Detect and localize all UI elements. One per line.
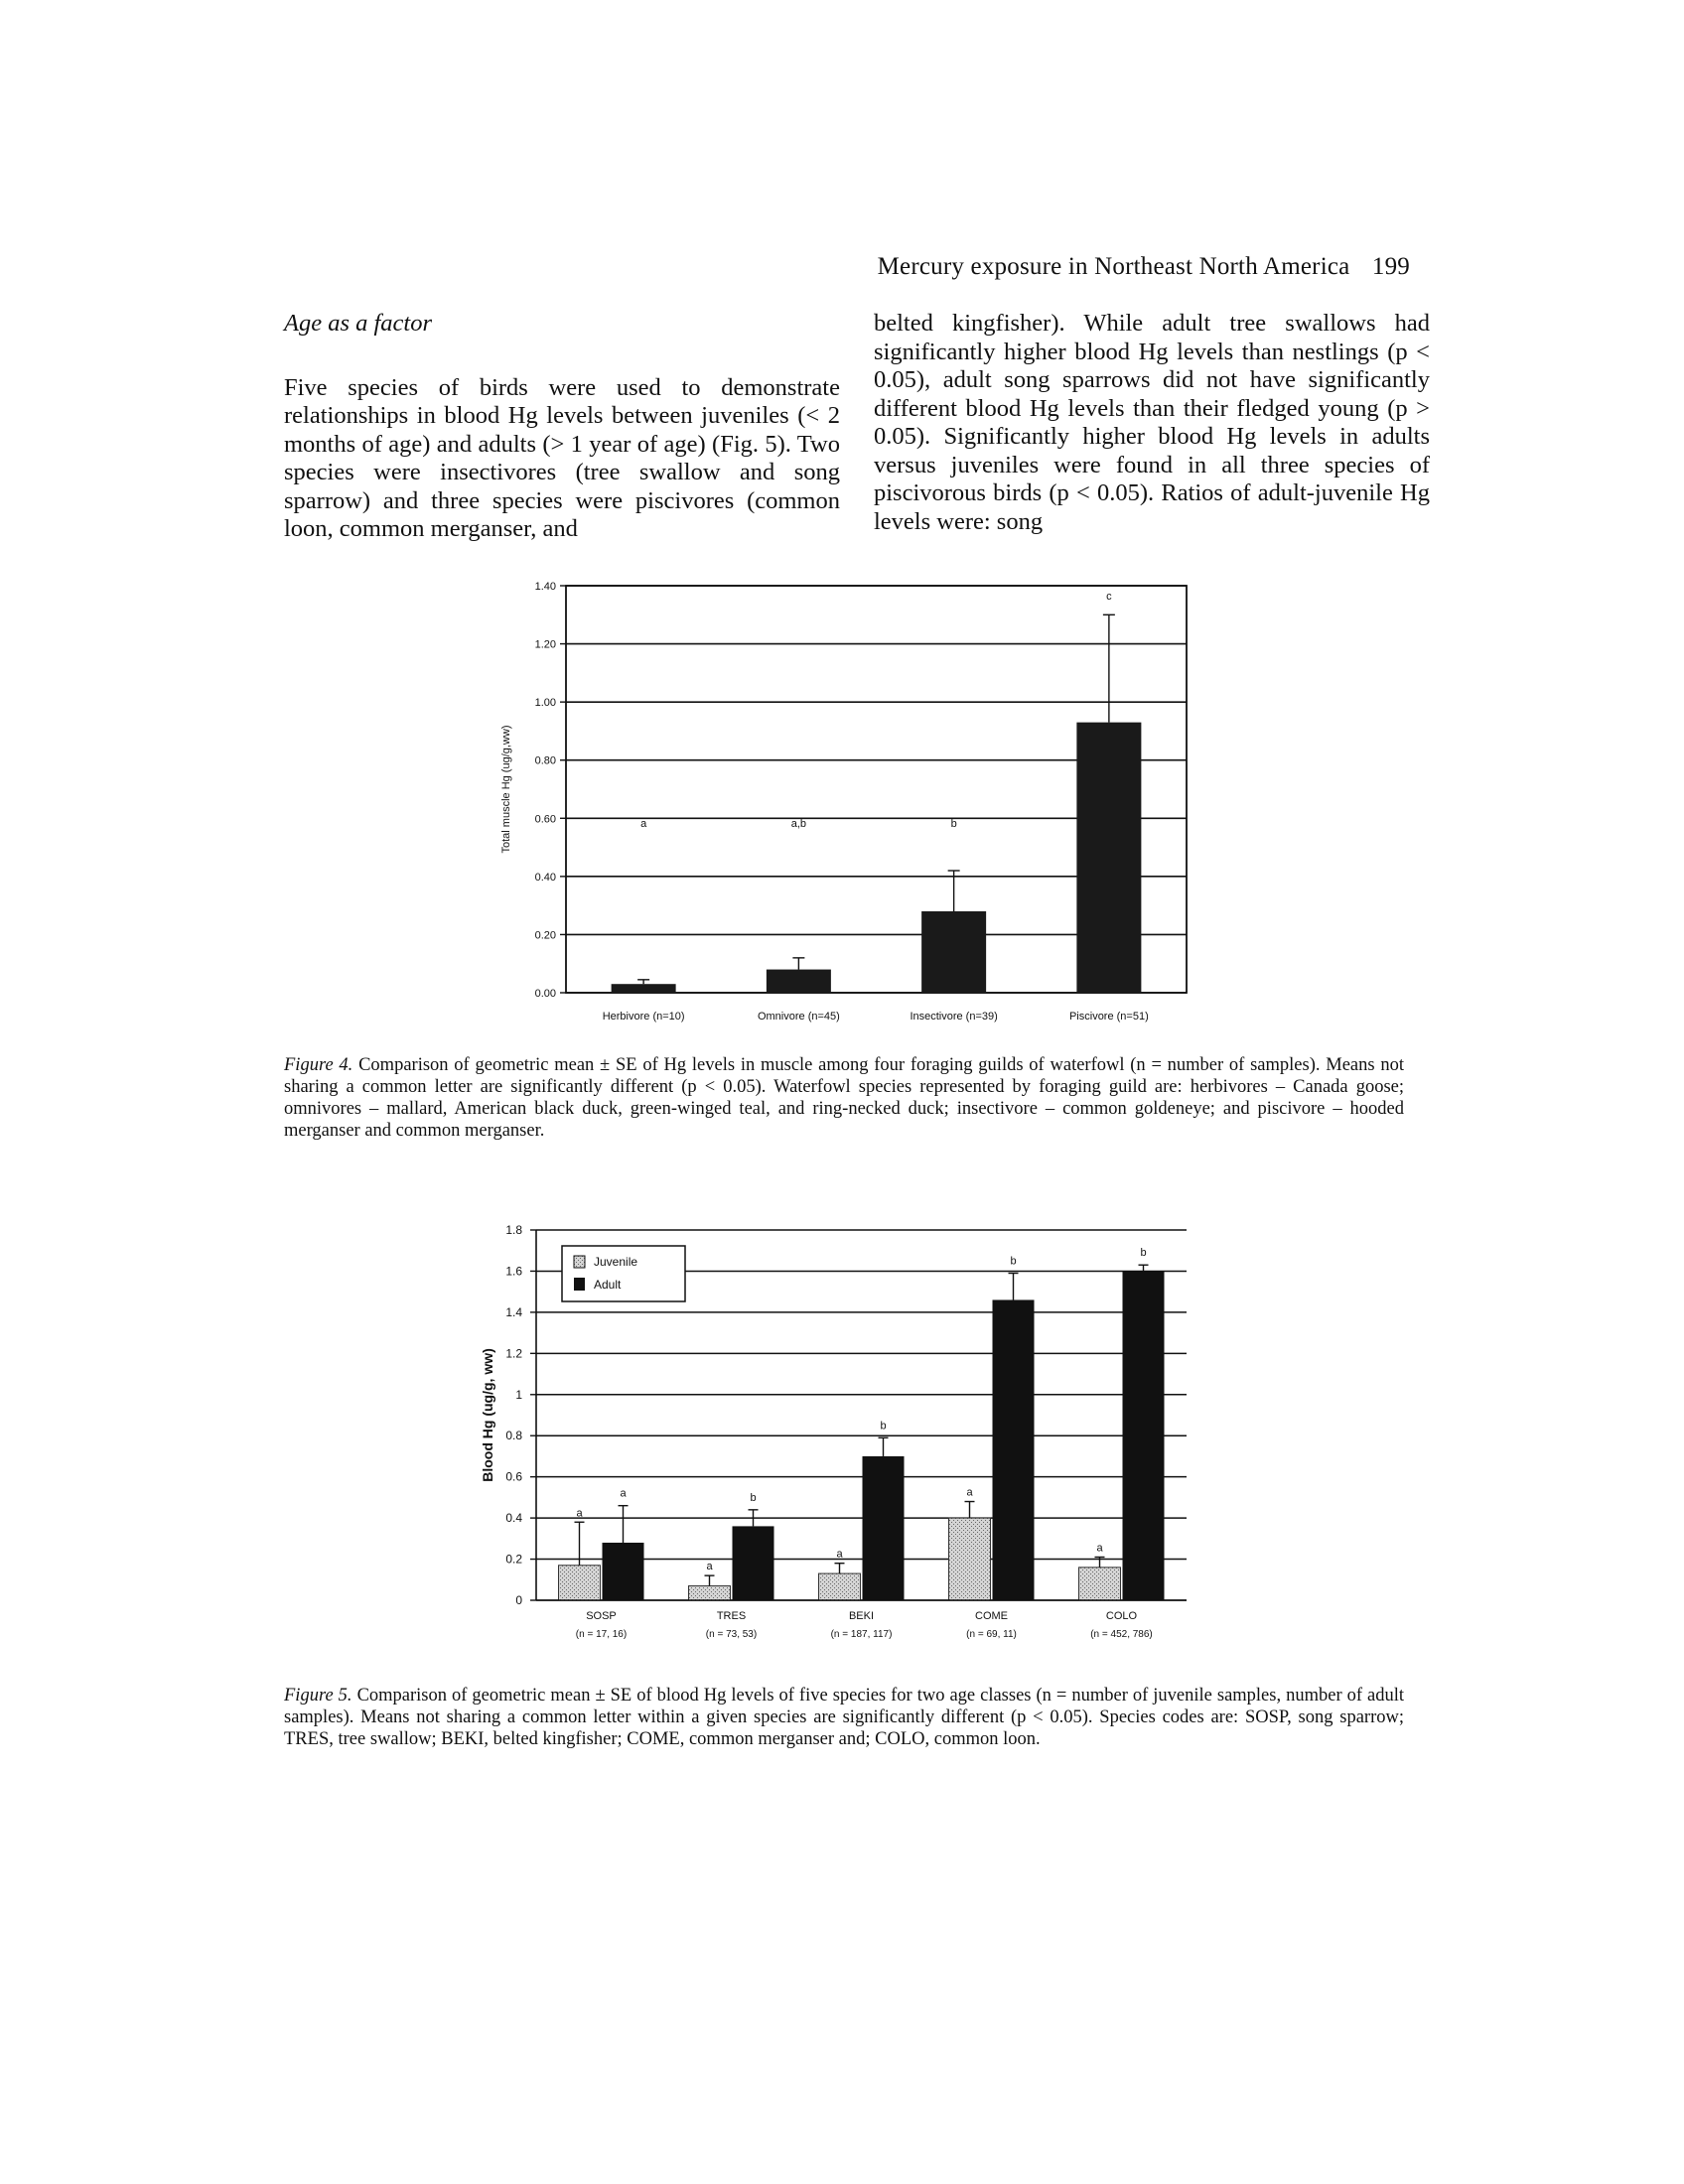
figure4-label: Figure 4. [284, 1055, 353, 1075]
y-tick-label: 0.20 [534, 929, 556, 942]
figure5-label: Figure 5. [284, 1686, 352, 1706]
y-tick-label: 1.6 [505, 1264, 522, 1279]
y-tick-label: 0.00 [534, 988, 556, 1000]
y-tick-label: 0.2 [505, 1552, 522, 1567]
legend-label-adult: Adult [594, 1278, 622, 1292]
left-column [284, 310, 840, 544]
y-tick-label: 1.00 [534, 697, 556, 710]
y-tick-label: 1.8 [505, 1223, 522, 1237]
legend-swatch-juvenile [574, 1256, 585, 1268]
x-category-label: TRES [716, 1610, 747, 1622]
significance-letter-adult: a [620, 1487, 627, 1500]
x-category-label: BEKI [848, 1610, 875, 1622]
y-tick-label: 0.8 [505, 1429, 522, 1443]
figure4-bar-chart [477, 576, 1211, 1032]
bar-adult [993, 1299, 1035, 1600]
bar [612, 984, 676, 993]
significance-letter: a [640, 818, 647, 831]
significance-letter-juvenile: a [836, 1548, 843, 1561]
significance-letter-adult: b [1010, 1255, 1017, 1268]
y-tick-label: 1.40 [534, 581, 556, 593]
bar [767, 970, 831, 993]
x-sample-size-label: (n = 73, 53) [705, 1629, 758, 1640]
bar [921, 911, 986, 993]
running-head [834, 253, 1410, 281]
y-tick-label: 0.6 [505, 1469, 522, 1484]
x-category-label: Herbivore (n=10) [602, 1011, 685, 1023]
x-category-label: Omnivore (n=45) [757, 1011, 840, 1023]
section-heading: Age as a factor [284, 310, 433, 337]
right-column [874, 310, 1430, 536]
y-axis-label: Total muscle Hg (ug/g,ww) [500, 725, 512, 854]
x-category-label: Piscivore (n=51) [1068, 1011, 1149, 1023]
significance-letter-adult: b [880, 1420, 887, 1433]
x-sample-size-label: (n = 452, 786) [1090, 1629, 1153, 1640]
bar [1076, 723, 1141, 993]
y-tick-label: 0.4 [505, 1511, 522, 1526]
significance-letter-juvenile: a [1096, 1542, 1103, 1555]
bar-juvenile [559, 1566, 601, 1600]
right-column-paragraph: belted kingfisher). While adult tree swallows had significantly higher blood Hg levels than nestlings (p < 0.05), adult song sparrows did not have significantly different blood Hg levels than their fledged young (p > 0.05). Significantly higher blood Hg levels in adults versus juveniles were found in all three species of piscivorous birds (p < 0.05). Ratios of adult-juvenile Hg levels were: song [874, 310, 1430, 535]
figure5-caption [284, 1685, 1404, 1750]
bar-juvenile [819, 1573, 861, 1600]
x-sample-size-label: (n = 69, 11) [966, 1629, 1017, 1640]
bar-juvenile [689, 1585, 731, 1600]
x-category-label: SOSP [586, 1610, 617, 1622]
page-number: 199 [1371, 253, 1410, 280]
x-sample-size-label: (n = 187, 117) [830, 1629, 893, 1640]
figure4-caption [284, 1054, 1404, 1142]
bar-adult [863, 1456, 905, 1600]
significance-letter-juvenile: a [576, 1507, 583, 1520]
x-category-label: COME [975, 1610, 1008, 1622]
y-tick-label: 0.80 [534, 754, 556, 767]
left-column-paragraph: Five species of birds were used to demonstrate relationships in blood Hg levels between juveniles (< 2 months of age) and adults (> 1 year of age) (Fig. 5). Two species were insectivores (tree swallow and song sparrow) and three species were piscivores (common loon, common merganser, and [284, 373, 840, 542]
significance-letter-juvenile: a [966, 1486, 973, 1499]
bar-adult [733, 1526, 774, 1600]
significance-letter: b [950, 818, 957, 831]
bar-adult [603, 1543, 644, 1600]
y-axis-label: Blood Hg (ug/g, ww) [480, 1348, 495, 1482]
bar-juvenile [949, 1518, 991, 1600]
bar-juvenile [1079, 1568, 1121, 1600]
significance-letter: c [1106, 591, 1112, 603]
significance-letter: a,b [790, 818, 807, 831]
legend [562, 1246, 685, 1301]
x-sample-size-label: (n = 17, 16) [575, 1629, 628, 1640]
y-tick-label: 0.40 [534, 871, 556, 884]
y-tick-label: 0.60 [534, 813, 556, 826]
y-tick-label: 0 [515, 1593, 522, 1607]
significance-letter-adult: b [750, 1491, 757, 1504]
y-tick-label: 1.2 [505, 1346, 522, 1361]
figure5-caption-text: Comparison of geometric mean ± SE of blood Hg levels of five species for two age classes (n = number of juvenile samples, number of adult samples). Means not sharing a common letter within a given species are significantly different (p < 0.05). Species codes are: SOSP, song sparrow; TRES, tree swallow; BEKI, belted kingfisher; COME, common merganser and; COLO, common loon. [284, 1686, 1405, 1749]
figure4-caption-text: Comparison of geometric mean ± SE of Hg levels in muscle among four foraging guilds of waterfowl (n = number of samples). Means not sharing a common letter are significantly different (p < 0.05). Waterfowl species represented by foraging guild are: herbivores – Canada goose; omnivores – mallard, American black duck, green-winged teal, and ring-necked duck; insectivore – common goldeneye; and piscivore – hooded merganser and common merganser. [284, 1055, 1404, 1141]
figure5-bar-chart [467, 1216, 1211, 1663]
y-tick-label: 1.4 [505, 1304, 522, 1319]
bar-adult [1123, 1271, 1165, 1600]
y-tick-label: 1 [515, 1387, 522, 1402]
legend-swatch-adult [574, 1278, 585, 1291]
y-tick-label: 1.20 [534, 638, 556, 651]
running-head-title: Mercury exposure in Northeast North America [877, 253, 1350, 280]
significance-letter-juvenile: a [706, 1561, 713, 1573]
significance-letter-adult: b [1140, 1247, 1147, 1260]
x-category-label: Insectivore (n=39) [910, 1011, 998, 1023]
legend-label-juvenile: Juvenile [594, 1255, 638, 1269]
x-category-label: COLO [1105, 1610, 1138, 1622]
